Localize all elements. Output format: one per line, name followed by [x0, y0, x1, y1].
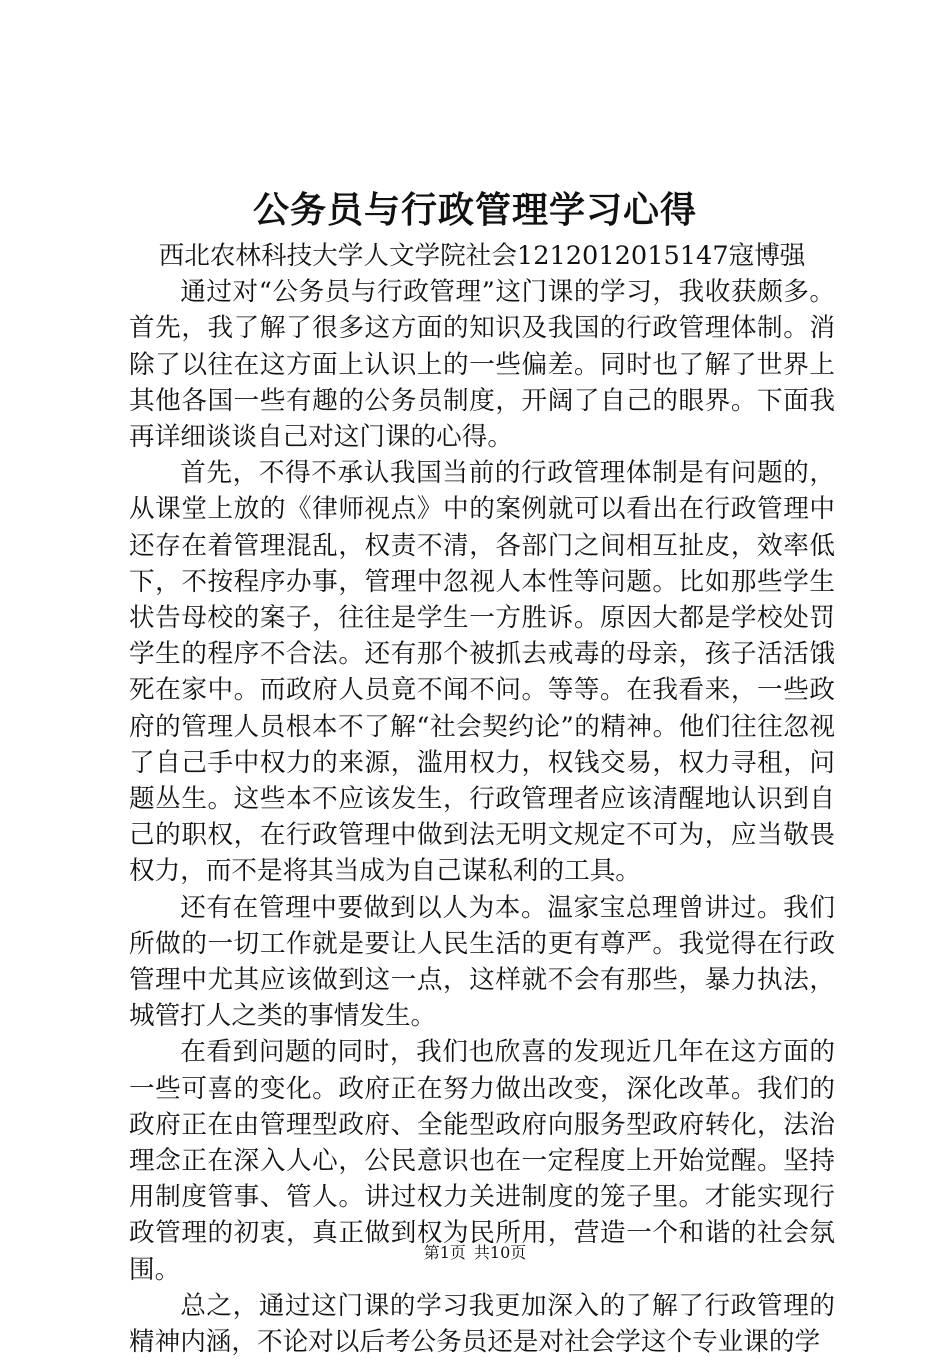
paragraph-4: 在看到问题的同时，我们也欣喜的发现近几年在这方面的一些可喜的变化。政府正在努力做出改变，深化改革。我们的政府正在由管理型政府、全能型政府向服务型政府转化，法治理念正在深入人心，公民意识也在一定程度上开始觉醒。坚持用制度管事、管人。讲过权力关进制度的笼子里。才能实现行政管理的初衷，真正做到权为民所用，营造一个和谐的社会氛围。	[129, 1037, 835, 1285]
paragraph-2: 首先，不得不承认我国当前的行政管理体制是有问题的，从课堂上放的《律师视点》中的案例就可以看出在行政管理中还存在着管理混乱，权责不清，各部门之间相互扯皮，效率低下，不按程序办事，管理中忽视人本性等问题。比如那些学生状告母校的案子，往往是学生一方胜诉。原因大都是学校处罚学生的程序不合法。还有那个被抓去戒毒的母亲，孩子活活饿死在家中。而政府人员竟不闻不问。等等。在我看来，一些政府的管理人员根本不了解“社会契约论”的精神。他们往往忽视了自己手中权力的来源，滥用权力，权钱交易，权力寻租，问题丛生。这些本不应该发生，行政管理者应该清醒地认识到自己的职权，在行政管理中做到法无明文规定不可为，应当敬畏权力，而不是将其当成为自己谋私利的工具。	[129, 458, 835, 887]
author-line: 西北农林科技大学人文学院社会1212012015147寇博强	[158, 241, 806, 271]
page-number: 第1页	[423, 1243, 466, 1262]
page-footer	[0, 1241, 950, 1265]
page-title: 公务员与行政管理学习心得	[252, 189, 697, 231]
page-total: 共10页	[473, 1243, 527, 1262]
paragraph-5: 总之，通过这门课的学习我更加深入的了解了行政管理的精神内涵，不论对以后考公务员还是对社会学这个专业课的学	[129, 1290, 835, 1358]
paragraph-3: 还有在管理中要做到以人为本。温家宝总理曾讲过。我们所做的一切工作就是要让人民生活的更有尊严。我觉得在行政管理中尤其应该做到这一点，这样就不会有那些，暴力执法，城管打人之类的事情发生。	[129, 892, 835, 1032]
document-body	[129, 238, 835, 1360]
paragraph-1: 通过对“公务员与行政管理”这门课的学习，我收获颇多。首先，我了解了很多这方面的知识及我国的行政管理体制。消除了以往在这方面上认识上的一些偏差。同时也了解了世界上其他各国一些有趣的公务员制度，开阔了自己的眼界。下面我再详细谈谈自己对这门课的心得。	[129, 277, 835, 453]
